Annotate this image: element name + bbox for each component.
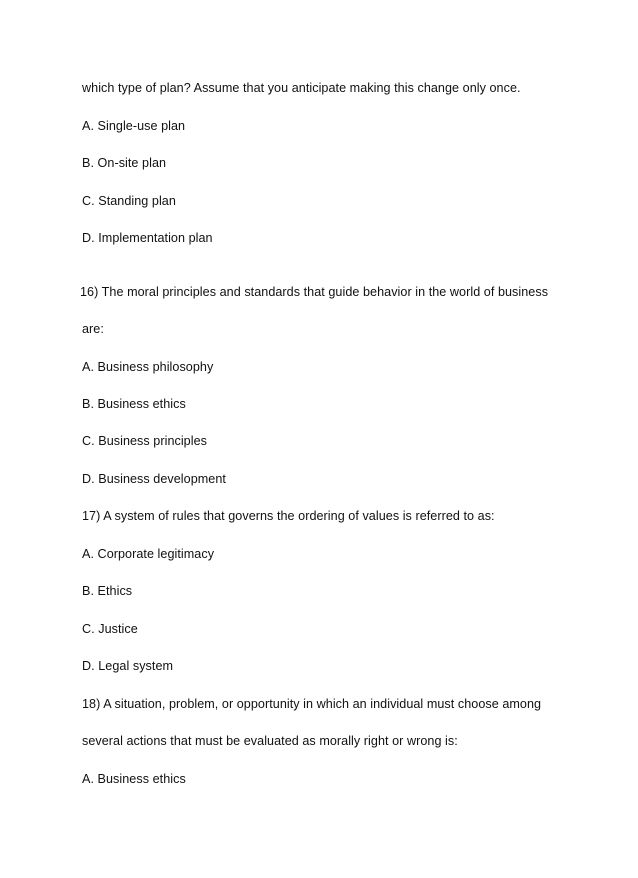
question-16-option-b: B. Business ethics xyxy=(82,397,186,411)
question-15-option-b: B. On-site plan xyxy=(82,156,167,170)
question-17-option-d: D. Legal system xyxy=(82,659,174,673)
question-16-option-c: C. Business principles xyxy=(82,434,207,448)
question-17-option-b: B. Ethics xyxy=(82,584,133,598)
question-18-text-line-2: several actions that must be evaluated as morally right or wrong is: xyxy=(82,734,458,748)
question-16-option-a: A. Business philosophy xyxy=(82,360,214,374)
question-17-option-a: A. Corporate legitimacy xyxy=(82,547,215,561)
question-17-text: 17) A system of rules that governs the ordering of values is referred to as: xyxy=(82,509,495,523)
question-17-option-c: C. Justice xyxy=(82,622,138,636)
question-15-option-d: D. Implementation plan xyxy=(82,231,213,245)
question-18-option-a: A. Business ethics xyxy=(82,772,186,786)
question-15-option-c: C. Standing plan xyxy=(82,194,176,208)
question-18-text: 18) A situation, problem, or opportunity in which an individual must choose among xyxy=(82,697,542,711)
question-15-text-continued: which type of plan? Assume that you anticipate making this change only once. xyxy=(82,81,521,95)
question-16-text: 16) The moral principles and standards that guide behavior in the world of business xyxy=(80,285,549,299)
question-16-text-line-2: are: xyxy=(82,322,104,336)
question-15-option-a: A. Single-use plan xyxy=(82,119,186,133)
question-16-option-d: D. Business development xyxy=(82,472,226,486)
